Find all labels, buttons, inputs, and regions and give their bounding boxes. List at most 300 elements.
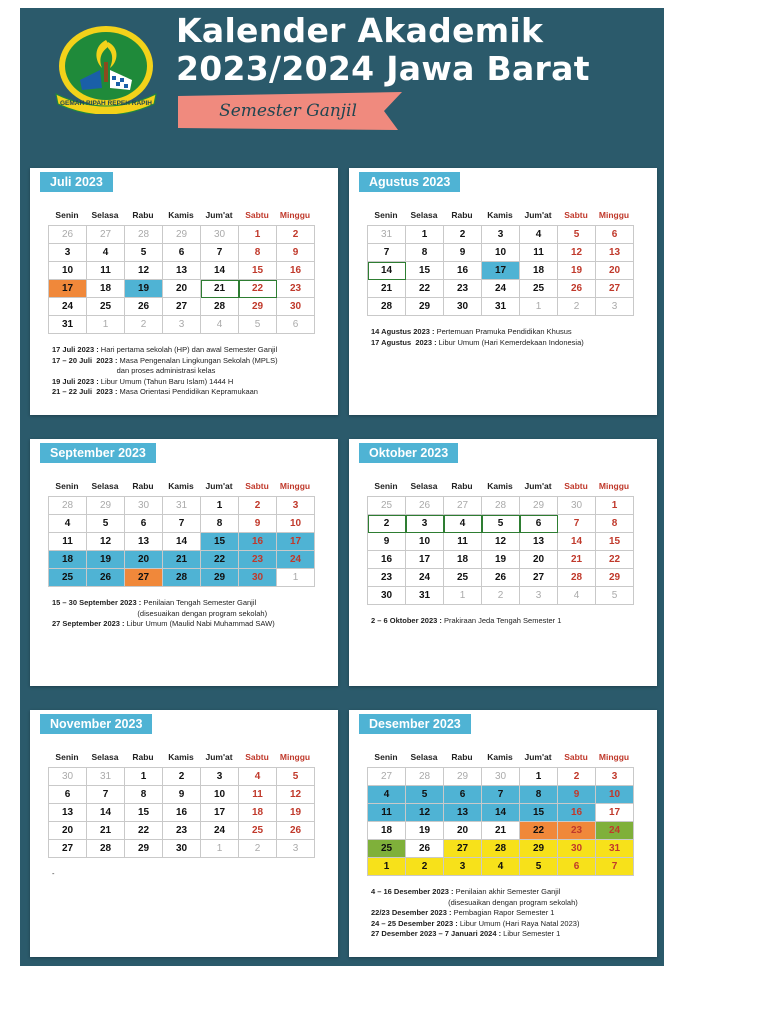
weekday-label: Kamis bbox=[487, 210, 513, 220]
calendar-day-cell: 19 bbox=[482, 551, 520, 569]
weekday-label: Selasa bbox=[91, 210, 119, 220]
calendar-day-cell: 7 bbox=[163, 515, 201, 533]
calendar-day-cell: 20 bbox=[163, 280, 201, 298]
note-line: 19 Juli 2023 : Libur Umum (Tahun Baru Islam) 1444 H bbox=[52, 376, 234, 386]
month-notes bbox=[52, 598, 275, 630]
calendar-day-cell: 30 bbox=[368, 587, 406, 605]
calendar-day-cell: 13 bbox=[125, 533, 163, 551]
calendar-day-cell: 25 bbox=[87, 298, 125, 316]
calendar-day-cell: 9 bbox=[444, 244, 482, 262]
calendar-day-cell: 9 bbox=[277, 244, 315, 262]
note-line: 27 September 2023 : Libur Umum (Maulid Nabi Muhammad SAW) bbox=[52, 619, 275, 628]
calendar-day-cell: 6 bbox=[49, 786, 87, 804]
month-title-november: November 2023 bbox=[40, 714, 152, 734]
calendar-day-cell: 22 bbox=[125, 822, 163, 840]
calendar-day-cell: 13 bbox=[444, 804, 482, 822]
note-line: 17 Juli 2023 : Hari pertama sekolah (HP) dan awal Semester Ganjil bbox=[52, 345, 278, 354]
weekday-label: Sabtu bbox=[245, 752, 269, 762]
calendar-day-cell: 13 bbox=[49, 804, 87, 822]
calendar-day-cell: 4 bbox=[239, 768, 277, 786]
calendar-day-cell: 28 bbox=[163, 569, 201, 587]
calendar-day-cell: 28 bbox=[49, 497, 87, 515]
calendar-day-cell: 11 bbox=[87, 262, 125, 280]
calendar-day-cell: 9 bbox=[368, 533, 406, 551]
calendar-day-cell: 14 bbox=[163, 533, 201, 551]
note-line: (disesuaikan dengan program sekolah) bbox=[52, 608, 268, 618]
calendar-day-cell: 3 bbox=[596, 298, 634, 316]
calendar-day-cell: 27 bbox=[163, 298, 201, 316]
calendar-day-cell: 2 bbox=[406, 858, 444, 876]
calendar-day-cell: 10 bbox=[596, 786, 634, 804]
calendar-day-cell: 6 bbox=[277, 316, 315, 334]
calendar-day-cell: 7 bbox=[482, 786, 520, 804]
calendar-day-cell: 30 bbox=[558, 497, 596, 515]
calendar-day-cell: 29 bbox=[444, 768, 482, 786]
calendar-day-cell: 2 bbox=[239, 840, 277, 858]
calendar-day-cell: 15 bbox=[239, 262, 277, 280]
calendar-day-cell: 4 bbox=[87, 244, 125, 262]
weekday-label: Kamis bbox=[168, 752, 194, 762]
calendar-day-cell: 27 bbox=[125, 569, 163, 587]
weekday-label: Rabu bbox=[451, 481, 473, 491]
calendar-day-cell: 29 bbox=[239, 298, 277, 316]
calendar-day-cell: 5 bbox=[406, 786, 444, 804]
calendar-day-cell: 3 bbox=[482, 226, 520, 244]
calendar-day-cell: 11 bbox=[368, 804, 406, 822]
weekday-header bbox=[48, 481, 314, 493]
calendar-day-cell: 5 bbox=[520, 858, 558, 876]
weekday-label: Kamis bbox=[487, 752, 513, 762]
calendar-day-cell: 15 bbox=[201, 533, 239, 551]
weekday-label: Rabu bbox=[132, 481, 154, 491]
calendar-day-cell: 7 bbox=[558, 515, 596, 533]
calendar-day-cell: 20 bbox=[520, 551, 558, 569]
month-title-september: September 2023 bbox=[40, 443, 156, 463]
calendar-day-cell: 27 bbox=[596, 280, 634, 298]
weekday-label: Jum'at bbox=[524, 210, 552, 220]
calendar-day-cell: 27 bbox=[520, 569, 558, 587]
calendar-day-cell: 18 bbox=[520, 262, 558, 280]
calendar-day-cell: 8 bbox=[520, 786, 558, 804]
calendar-week-row bbox=[49, 786, 315, 804]
calendar-day-cell: 23 bbox=[368, 569, 406, 587]
calendar-day-cell: 5 bbox=[125, 244, 163, 262]
title-line-1: Kalender Akademik bbox=[176, 11, 544, 50]
weekday-label: Minggu bbox=[598, 210, 630, 220]
calendar-day-cell: 25 bbox=[444, 569, 482, 587]
calendar-week-row bbox=[49, 316, 315, 334]
calendar-day-cell: 24 bbox=[201, 822, 239, 840]
weekday-label: Selasa bbox=[410, 210, 438, 220]
calendar-day-cell: 31 bbox=[163, 497, 201, 515]
calendar-day-cell: 28 bbox=[368, 298, 406, 316]
calendar-day-cell: 1 bbox=[239, 226, 277, 244]
calendar-week-row bbox=[49, 298, 315, 316]
calendar-day-cell: 28 bbox=[558, 569, 596, 587]
calendar-day-cell: 30 bbox=[558, 840, 596, 858]
calendar-day-cell: 28 bbox=[201, 298, 239, 316]
month-notes bbox=[371, 887, 579, 940]
calendar-day-cell: 13 bbox=[596, 244, 634, 262]
calendar-day-cell: 31 bbox=[368, 226, 406, 244]
calendar-day-cell: 26 bbox=[482, 569, 520, 587]
calendar-week-row bbox=[49, 822, 315, 840]
calendar-week-row bbox=[49, 497, 315, 515]
calendar-day-cell: 27 bbox=[444, 497, 482, 515]
calendar-week-row bbox=[368, 804, 634, 822]
calendar-day-cell: 22 bbox=[406, 280, 444, 298]
calendar-day-cell: 17 bbox=[49, 280, 87, 298]
calendar-day-cell: 13 bbox=[163, 262, 201, 280]
calendar-day-cell: 26 bbox=[87, 569, 125, 587]
calendar-day-cell: 10 bbox=[482, 244, 520, 262]
weekday-label: Jum'at bbox=[524, 752, 552, 762]
calendar-day-cell: 14 bbox=[558, 533, 596, 551]
calendar-day-cell: 3 bbox=[201, 768, 239, 786]
calendar-day-cell: 8 bbox=[201, 515, 239, 533]
calendar-day-cell: 12 bbox=[87, 533, 125, 551]
calendar-day-cell: 3 bbox=[277, 497, 315, 515]
weekday-label: Jum'at bbox=[205, 752, 233, 762]
calendar-day-cell: 10 bbox=[201, 786, 239, 804]
weekday-label: Sabtu bbox=[245, 481, 269, 491]
weekday-label: Senin bbox=[374, 210, 398, 220]
weekday-label: Senin bbox=[55, 210, 79, 220]
month-card-september bbox=[30, 439, 338, 686]
calendar-day-cell: 20 bbox=[444, 822, 482, 840]
calendar-day-cell: 29 bbox=[406, 298, 444, 316]
calendar-day-cell: 3 bbox=[520, 587, 558, 605]
month-title-agustus: Agustus 2023 bbox=[359, 172, 460, 192]
calendar-day-cell: 23 bbox=[444, 280, 482, 298]
calendar-day-cell: 24 bbox=[482, 280, 520, 298]
weekday-header bbox=[367, 210, 633, 222]
month-card-oktober bbox=[349, 439, 657, 686]
note-line: 4 – 16 Desember 2023 : Penilaian akhir Semester Ganjil bbox=[371, 887, 561, 896]
calendar-day-cell: 12 bbox=[482, 533, 520, 551]
month-card-november bbox=[30, 710, 338, 957]
calendar-day-cell: 4 bbox=[368, 786, 406, 804]
calendar-day-cell: 11 bbox=[444, 533, 482, 551]
note-line: 2 – 6 Oktober 2023 : Prakiraan Jeda Tengah Semester 1 bbox=[371, 616, 562, 625]
calendar-day-cell: 19 bbox=[406, 822, 444, 840]
month-title-oktober: Oktober 2023 bbox=[359, 443, 458, 463]
calendar-day-cell: 17 bbox=[277, 533, 315, 551]
calendar-week-row bbox=[49, 768, 315, 786]
month-notes bbox=[52, 345, 278, 398]
calendar-day-cell: 24 bbox=[49, 298, 87, 316]
month-title-desember: Desember 2023 bbox=[359, 714, 471, 734]
calendar-day-cell: 29 bbox=[87, 497, 125, 515]
weekday-header bbox=[48, 210, 314, 222]
calendar-day-cell: 17 bbox=[596, 804, 634, 822]
calendar-day-cell: 18 bbox=[87, 280, 125, 298]
calendar-day-cell: 7 bbox=[87, 786, 125, 804]
month-notes bbox=[52, 869, 55, 880]
note-line: 21 – 22 Juli 2023 : Masa Orientasi Pendidikan Kepramukaan bbox=[52, 387, 258, 396]
jawa-barat-emblem-logo bbox=[50, 22, 162, 114]
calendar-day-cell: 20 bbox=[49, 822, 87, 840]
calendar-week-row bbox=[368, 768, 634, 786]
calendar-day-cell: 24 bbox=[406, 569, 444, 587]
calendar-week-row bbox=[368, 551, 634, 569]
calendar-day-cell: 30 bbox=[444, 298, 482, 316]
calendar-week-row bbox=[368, 786, 634, 804]
calendar-day-cell: 11 bbox=[520, 244, 558, 262]
calendar-day-cell: 1 bbox=[520, 768, 558, 786]
calendar-day-cell: 30 bbox=[239, 569, 277, 587]
note-line: 27 Desember 2023 – 7 Januari 2024 : Libur Semester 1 bbox=[371, 929, 561, 938]
calendar-day-cell: 11 bbox=[49, 533, 87, 551]
calendar-day-cell: 2 bbox=[125, 316, 163, 334]
calendar-day-cell: 8 bbox=[239, 244, 277, 262]
calendar-day-cell: 21 bbox=[558, 551, 596, 569]
weekday-header bbox=[367, 481, 633, 493]
calendar-week-row bbox=[49, 515, 315, 533]
calendar-day-cell: 15 bbox=[520, 804, 558, 822]
calendar-grid bbox=[367, 767, 634, 876]
note-line: dan proses administrasi kelas bbox=[52, 366, 216, 375]
calendar-day-cell: 3 bbox=[596, 768, 634, 786]
calendar-day-cell: 28 bbox=[482, 497, 520, 515]
calendar-day-cell: 2 bbox=[444, 226, 482, 244]
calendar-day-cell: 1 bbox=[277, 569, 315, 587]
calendar-day-cell: 17 bbox=[406, 551, 444, 569]
calendar-day-cell: 12 bbox=[277, 786, 315, 804]
calendar-week-row bbox=[368, 262, 634, 280]
calendar-day-cell: 4 bbox=[201, 316, 239, 334]
calendar-day-cell: 14 bbox=[482, 804, 520, 822]
logo-motto: GEMAH RIPAH REPEH RAPIH bbox=[60, 100, 152, 107]
calendar-day-cell: 8 bbox=[406, 244, 444, 262]
calendar-day-cell: 7 bbox=[368, 244, 406, 262]
calendar-day-cell: 16 bbox=[239, 533, 277, 551]
calendar-day-cell: 27 bbox=[368, 768, 406, 786]
calendar-day-cell: 21 bbox=[87, 822, 125, 840]
weekday-label: Selasa bbox=[91, 481, 119, 491]
weekday-label: Selasa bbox=[410, 481, 438, 491]
calendar-week-row bbox=[368, 280, 634, 298]
calendar-day-cell: 16 bbox=[558, 804, 596, 822]
calendar-grid bbox=[367, 225, 634, 316]
calendar-day-cell: 16 bbox=[368, 551, 406, 569]
calendar-week-row bbox=[49, 551, 315, 569]
calendar-day-cell: 15 bbox=[596, 533, 634, 551]
calendar-day-cell: 21 bbox=[201, 280, 239, 298]
weekday-label: Minggu bbox=[279, 210, 311, 220]
calendar-week-row bbox=[368, 569, 634, 587]
calendar-day-cell: 15 bbox=[406, 262, 444, 280]
calendar-day-cell: 1 bbox=[368, 858, 406, 876]
calendar-week-row bbox=[49, 804, 315, 822]
calendar-day-cell: 6 bbox=[520, 515, 558, 533]
calendar-day-cell: 16 bbox=[444, 262, 482, 280]
calendar-day-cell: 31 bbox=[596, 840, 634, 858]
calendar-day-cell: 17 bbox=[482, 262, 520, 280]
calendar-day-cell: 1 bbox=[596, 497, 634, 515]
calendar-day-cell: 17 bbox=[201, 804, 239, 822]
calendar-day-cell: 5 bbox=[596, 587, 634, 605]
calendar-day-cell: 29 bbox=[520, 840, 558, 858]
calendar-day-cell: 6 bbox=[596, 226, 634, 244]
calendar-day-cell: 1 bbox=[444, 587, 482, 605]
calendar-day-cell: 19 bbox=[125, 280, 163, 298]
calendar-day-cell: 4 bbox=[49, 515, 87, 533]
weekday-header bbox=[367, 752, 633, 764]
calendar-day-cell: 1 bbox=[520, 298, 558, 316]
calendar-day-cell: 15 bbox=[125, 804, 163, 822]
weekday-label: Sabtu bbox=[564, 752, 588, 762]
calendar-day-cell: 3 bbox=[163, 316, 201, 334]
note-line: 17 Agustus 2023 : Libur Umum (Hari Kemerdekaan Indonesia) bbox=[371, 337, 584, 347]
note-line: 22/23 Desember 2023 : Pembagian Rapor Semester 1 bbox=[371, 908, 555, 917]
weekday-label: Sabtu bbox=[564, 481, 588, 491]
calendar-day-cell: 21 bbox=[482, 822, 520, 840]
calendar-day-cell: 26 bbox=[558, 280, 596, 298]
calendar-day-cell: 25 bbox=[239, 822, 277, 840]
calendar-day-cell: 5 bbox=[87, 515, 125, 533]
calendar-day-cell: 28 bbox=[406, 768, 444, 786]
calendar-day-cell: 13 bbox=[520, 533, 558, 551]
calendar-day-cell: 12 bbox=[406, 804, 444, 822]
calendar-day-cell: 30 bbox=[277, 298, 315, 316]
month-card-desember bbox=[349, 710, 657, 957]
calendar-day-cell: 4 bbox=[444, 515, 482, 533]
calendar-day-cell: 19 bbox=[558, 262, 596, 280]
calendar-day-cell: 25 bbox=[49, 569, 87, 587]
title-line-2: 2023/2024 Jawa Barat bbox=[176, 49, 590, 88]
calendar-week-row bbox=[368, 244, 634, 262]
calendar-day-cell: 6 bbox=[125, 515, 163, 533]
calendar-day-cell: 5 bbox=[277, 768, 315, 786]
weekday-label: Jum'at bbox=[205, 210, 233, 220]
weekday-label: Kamis bbox=[168, 210, 194, 220]
calendar-grid bbox=[48, 767, 315, 858]
weekday-label: Rabu bbox=[451, 210, 473, 220]
calendar-day-cell: 25 bbox=[368, 840, 406, 858]
page-title bbox=[176, 12, 656, 88]
calendar-day-cell: 11 bbox=[239, 786, 277, 804]
weekday-label: Minggu bbox=[598, 752, 630, 762]
calendar-day-cell: 16 bbox=[277, 262, 315, 280]
calendar-day-cell: 18 bbox=[368, 822, 406, 840]
calendar-day-cell: 6 bbox=[444, 786, 482, 804]
weekday-label: Rabu bbox=[132, 210, 154, 220]
calendar-day-cell: 8 bbox=[596, 515, 634, 533]
calendar-day-cell: 2 bbox=[239, 497, 277, 515]
weekday-header bbox=[48, 752, 314, 764]
calendar-week-row bbox=[49, 244, 315, 262]
calendar-day-cell: 29 bbox=[125, 840, 163, 858]
month-card-juli bbox=[30, 168, 338, 415]
calendar-day-cell: 26 bbox=[277, 822, 315, 840]
weekday-label: Senin bbox=[374, 752, 398, 762]
month-notes bbox=[371, 616, 561, 627]
calendar-day-cell: 9 bbox=[558, 786, 596, 804]
calendar-week-row bbox=[49, 226, 315, 244]
weekday-label: Kamis bbox=[487, 481, 513, 491]
calendar-grid bbox=[48, 496, 315, 587]
calendar-day-cell: 29 bbox=[163, 226, 201, 244]
calendar-day-cell: 30 bbox=[125, 497, 163, 515]
weekday-label: Senin bbox=[55, 752, 79, 762]
calendar-week-row bbox=[368, 587, 634, 605]
calendar-day-cell: 16 bbox=[163, 804, 201, 822]
calendar-day-cell: 14 bbox=[201, 262, 239, 280]
calendar-day-cell: 1 bbox=[201, 497, 239, 515]
calendar-day-cell: 31 bbox=[406, 587, 444, 605]
month-title-juli: Juli 2023 bbox=[40, 172, 113, 192]
weekday-label: Sabtu bbox=[564, 210, 588, 220]
calendar-day-cell: 22 bbox=[596, 551, 634, 569]
calendar-day-cell: 3 bbox=[406, 515, 444, 533]
calendar-day-cell: 10 bbox=[406, 533, 444, 551]
weekday-label: Minggu bbox=[598, 481, 630, 491]
calendar-day-cell: 9 bbox=[163, 786, 201, 804]
semester-label: Semester Ganjil bbox=[219, 101, 357, 121]
calendar-day-cell: 23 bbox=[558, 822, 596, 840]
note-line: 17 – 20 Juli 2023 : Masa Pengenalan Lingkungan Sekolah (MPLS) bbox=[52, 355, 278, 365]
calendar-day-cell: 7 bbox=[596, 858, 634, 876]
calendar-day-cell: 25 bbox=[520, 280, 558, 298]
calendar-day-cell: 2 bbox=[277, 226, 315, 244]
calendar-day-cell: 8 bbox=[125, 786, 163, 804]
calendar-day-cell: 19 bbox=[277, 804, 315, 822]
calendar-day-cell: 26 bbox=[125, 298, 163, 316]
calendar-day-cell: 5 bbox=[558, 226, 596, 244]
month-card-agustus bbox=[349, 168, 657, 415]
note-line: (disesuaikan dengan program sekolah) bbox=[371, 897, 578, 907]
calendar-day-cell: 21 bbox=[163, 551, 201, 569]
calendar-day-cell: 18 bbox=[444, 551, 482, 569]
calendar-day-cell: 4 bbox=[482, 858, 520, 876]
calendar-week-row bbox=[368, 822, 634, 840]
calendar-day-cell: 25 bbox=[368, 497, 406, 515]
calendar-day-cell: 28 bbox=[87, 840, 125, 858]
calendar-week-row bbox=[49, 280, 315, 298]
calendar-day-cell: 4 bbox=[520, 226, 558, 244]
calendar-day-cell: 3 bbox=[277, 840, 315, 858]
note-line: 24 – 25 Desember 2023 : Libur Umum (Hari Raya Natal 2023) bbox=[371, 918, 580, 928]
calendar-day-cell: 26 bbox=[406, 497, 444, 515]
calendar-day-cell: 12 bbox=[125, 262, 163, 280]
calendar-day-cell: 31 bbox=[49, 316, 87, 334]
calendar-day-cell: 20 bbox=[596, 262, 634, 280]
calendar-day-cell: 10 bbox=[49, 262, 87, 280]
calendar-day-cell: 21 bbox=[368, 280, 406, 298]
note-line: 14 Agustus 2023 : Pertemuan Pramuka Pendidikan Khusus bbox=[371, 327, 572, 336]
calendar-day-cell: 30 bbox=[163, 840, 201, 858]
calendar-day-cell: 5 bbox=[239, 316, 277, 334]
calendar-day-cell: 26 bbox=[406, 840, 444, 858]
calendar-day-cell: 27 bbox=[87, 226, 125, 244]
calendar-day-cell: 30 bbox=[201, 226, 239, 244]
weekday-label: Selasa bbox=[410, 752, 438, 762]
calendar-day-cell: 14 bbox=[368, 262, 406, 280]
calendar-day-cell: 6 bbox=[163, 244, 201, 262]
calendar-day-cell: 5 bbox=[482, 515, 520, 533]
month-notes bbox=[371, 327, 584, 348]
calendar-day-cell: 1 bbox=[406, 226, 444, 244]
calendar-day-cell: 23 bbox=[163, 822, 201, 840]
weekday-label: Minggu bbox=[279, 752, 311, 762]
calendar-week-row bbox=[368, 226, 634, 244]
calendar-day-cell: 1 bbox=[201, 840, 239, 858]
calendar-week-row bbox=[49, 569, 315, 587]
weekday-label: Selasa bbox=[91, 752, 119, 762]
calendar-day-cell: 29 bbox=[201, 569, 239, 587]
calendar-day-cell: 22 bbox=[239, 280, 277, 298]
